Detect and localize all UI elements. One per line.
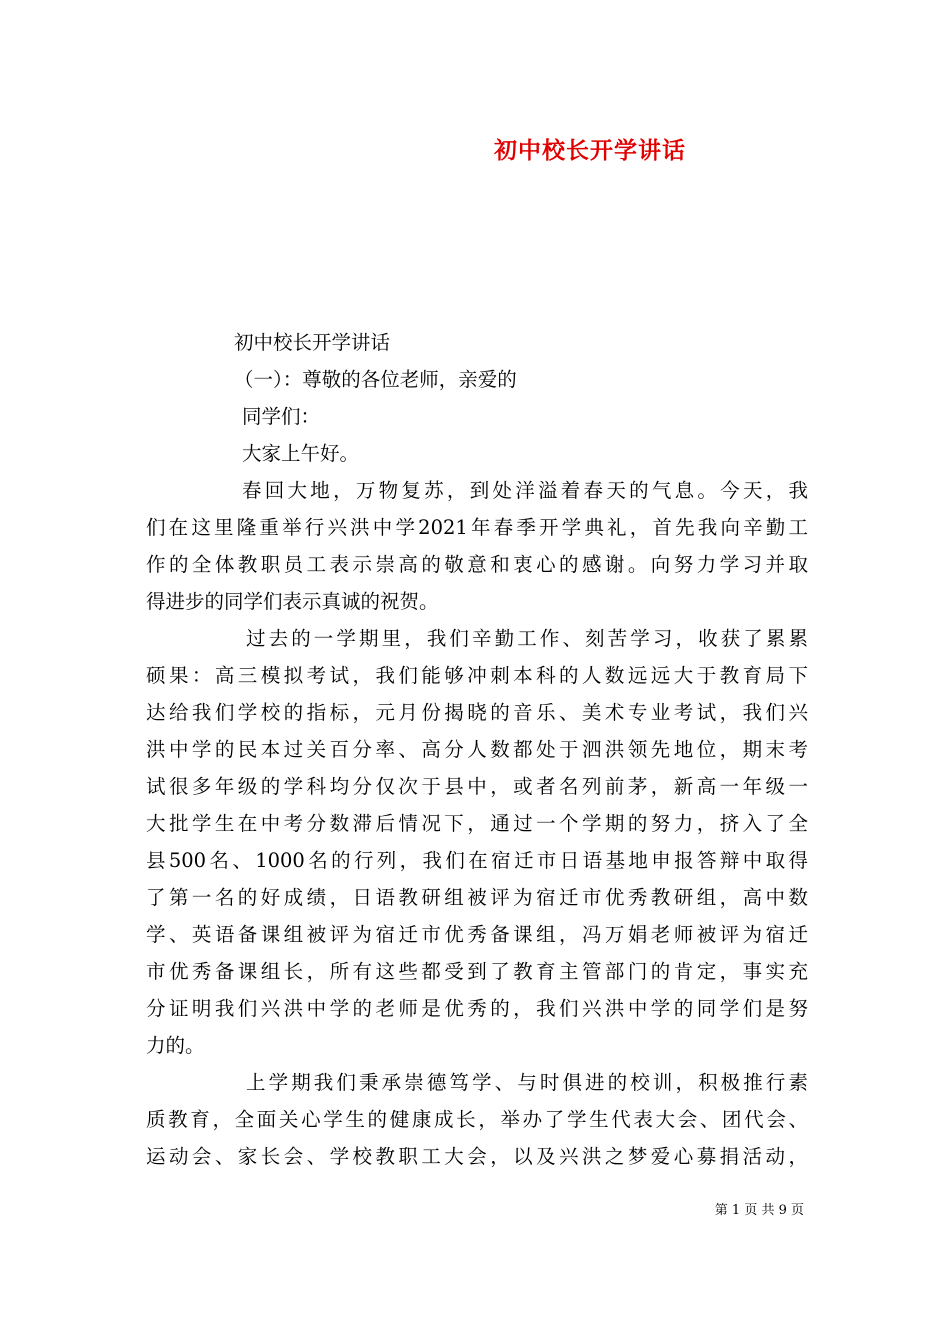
greeting-line: 大家上午好。 — [242, 442, 360, 465]
paragraph-line: 过去的一学期里，我们辛勤工作、刻苦学习，收获了累累 — [246, 627, 808, 650]
paragraph-line: 力的。 — [146, 1034, 205, 1057]
document-subtitle: 初中校长开学讲话 — [234, 331, 391, 354]
paragraph-line: 作的全体教职员工表示崇高的敬意和衷心的感谢。向努力学习并取 — [146, 553, 808, 576]
paragraph-line: 洪中学的民本过关百分率、高分人数都处于泗洪领先地位，期末考 — [146, 738, 808, 761]
document-body — [146, 324, 808, 1175]
paragraph-line: 春回大地，万物复苏，到处洋溢着春天的气息。今天，我 — [242, 479, 808, 502]
paragraph-line: 县500名、1000名的行列，我们在宿迁市日语基地申报答辩中取得 — [146, 849, 808, 872]
document-title: 初中校长开学讲话 — [494, 137, 686, 164]
greeting-line: 同学们： — [242, 405, 321, 428]
paragraph-line: 质教育，全面关心学生的健康成长，举办了学生代表大会、团代会、 — [146, 1108, 808, 1131]
paragraph-line: 大批学生在中考分数滞后情况下，通过一个学期的努力，挤入了全 — [146, 812, 808, 835]
paragraph-line: 学、英语备课组被评为宿迁市优秀备课组，冯万娟老师被评为宿迁 — [146, 923, 808, 946]
paragraph-2 — [146, 620, 808, 1064]
paragraph-line: 分证明我们兴洪中学的老师是优秀的，我们兴洪中学的同学们是努 — [146, 997, 808, 1020]
paragraph-line: 得进步的同学们表示真诚的祝贺。 — [146, 590, 439, 613]
paragraph-line: 上学期我们秉承崇德笃学、与时俱进的校训，积极推行素 — [246, 1071, 808, 1094]
greeting-line: （一）：尊敬的各位老师，亲爱的 — [234, 368, 517, 391]
paragraph-line: 达给我们学校的指标，元月份揭晓的音乐、美术专业考试，我们兴 — [146, 701, 808, 724]
paragraph-line: 市优秀备课组长，所有这些都受到了教育主管部门的肯定，事实充 — [146, 960, 808, 983]
paragraph-3 — [146, 1064, 808, 1175]
paragraph-line: 们在这里隆重举行兴洪中学2021年春季开学典礼，首先我向辛勤工 — [146, 516, 808, 539]
page-number: 第 1 页 共 9 页 — [714, 1203, 804, 1218]
paragraph-line: 运动会、家长会、学校教职工大会，以及兴洪之梦爱心募捐活动， — [146, 1145, 808, 1168]
paragraph-line: 试很多年级的学科均分仅次于县中，或者名列前茅，新高一年级一 — [146, 775, 808, 798]
paragraph-line: 硕果：高三模拟考试，我们能够冲刺本科的人数远远大于教育局下 — [146, 664, 808, 687]
paragraph-line: 了第一名的好成绩，日语教研组被评为宿迁市优秀教研组，高中数 — [146, 886, 808, 909]
paragraph-1 — [146, 472, 808, 620]
